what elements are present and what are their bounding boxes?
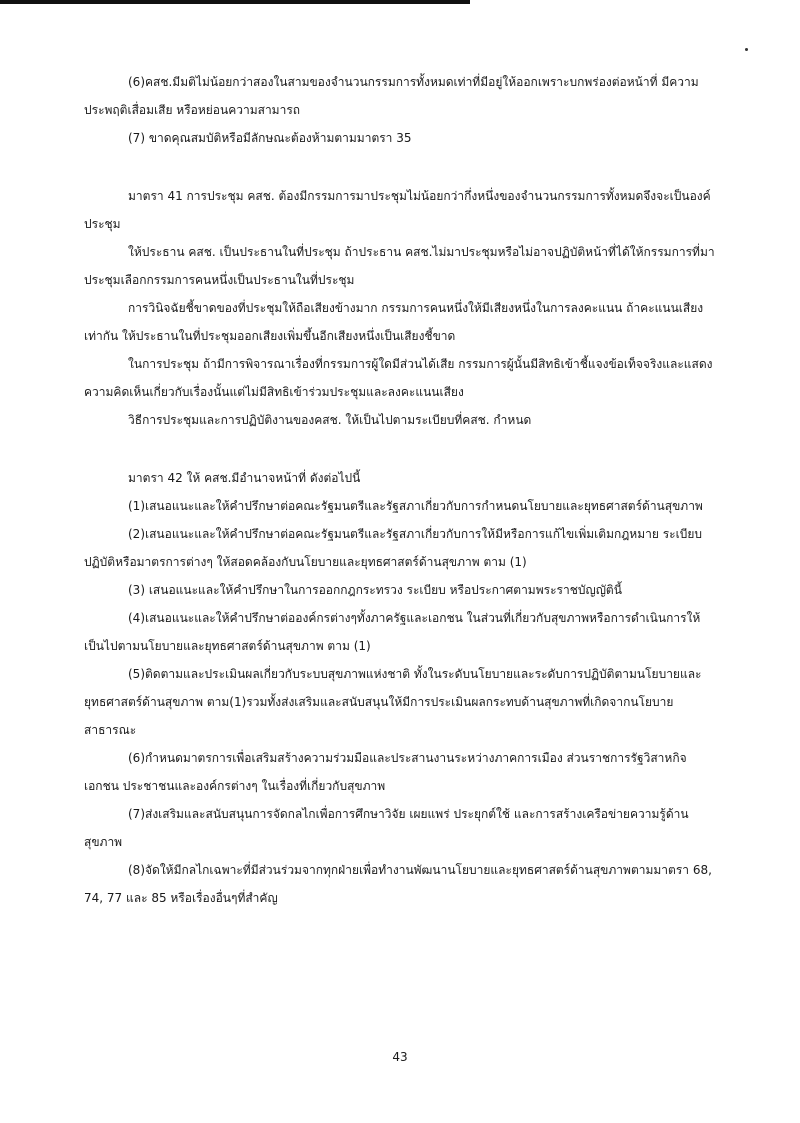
- document-body: [84, 68, 716, 912]
- scan-speck: [745, 48, 748, 51]
- clause-40-7: (7) ขาดคุณสมบัติหรือมีลักษณะต้องห้ามตามมาตรา 35: [128, 131, 412, 145]
- section-42-item-2: (2)เสนอแนะและให้คำปรึกษาต่อคณะรัฐมนตรีและรัฐสภาเกี่ยวกับการให้มีหรือการแก้ไขเพิ่มเติมกฎหมาย ระเบียบปฏิบัติหรือมาตรการต่างๆ ให้สอดคล้องกับนโยบายและยุทธศาสตร์ด้านสุขภาพ ตาม (1): [84, 527, 702, 569]
- section-42-item-4: (4)เสนอแนะและให้คำปรึกษาต่อองค์กรต่างๆทั้งภาครัฐและเอกชน ในส่วนที่เกี่ยวกับสุขภาพหรือการดำเนินการให้เป็นไปตามนโยบายและยุทธศาสตร์ด้านสุขภาพ ตาม (1): [84, 611, 701, 653]
- section-42-item-6: (6)กำหนดมาตรการเพื่อเสริมสร้างความร่วมมือและประสานงานระหว่างภาคการเมือง ส่วนราชการรัฐวิสาหกิจ เอกชน ประชาชนและองค์กรต่างๆ ในเรื่องที่เกี่ยวกับสุขภาพ: [84, 751, 687, 793]
- section-42-item-1: (1)เสนอแนะและให้คำปรึกษาต่อคณะรัฐมนตรีและรัฐสภาเกี่ยวกับการกำหนดนโยบายและยุทธศาสตร์ด้านสุขภาพ: [128, 499, 703, 513]
- top-scan-rule: [0, 0, 470, 4]
- section-42-item-7: (7)ส่งเสริมและสนับสนุนการจัดกลไกเพื่อการศึกษาวิจัย เผยแพร่ ประยุกต์ใช้ และการสร้างเครือข่ายความรู้ด้านสุขภาพ: [84, 807, 689, 849]
- section-41-heading: มาตรา 41 การประชุม คสช. ต้องมีกรรมการมาประชุมไม่น้อยกว่ากึ่งหนึ่งของจำนวนกรรมการทั้งหมดจึงจะเป็นองค์ประชุม: [84, 189, 711, 231]
- section-42-heading: มาตรา 42 ให้ คสช.มีอำนาจหน้าที่ ดังต่อไปนี้: [128, 471, 361, 485]
- section-41-para-4: ในการประชุม ถ้ามีการพิจารณาเรื่องที่กรรมการผู้ใดมีส่วนได้เสีย กรรมการผู้นั้นมีสิทธิเข้าชี้แจงข้อเท็จจริงและแสดงความคิดเห็นเกี่ยวกับเรื่องนั้นแต่ไม่มีสิทธิเข้าร่วมประชุมและลงคะแนนเสียง: [84, 357, 713, 399]
- section-42-item-5: (5)ติดตามและประเมินผลเกี่ยวกับระบบสุขภาพแห่งชาติ ทั้งในระดับนโยบายและระดับการปฏิบัติตามนโยบายและยุทธศาสตร์ด้านสุขภาพ ตาม(1)รวมทั้งส่งเสริมและสนับสนุนให้มีการประเมินผลกระทบด้านสุขภาพที่เกิดจากนโยบายสาธารณะ: [84, 667, 702, 737]
- page-number: 43: [392, 1050, 408, 1064]
- section-41-para-3: การวินิจฉัยชี้ขาดของที่ประชุมให้ถือเสียงข้างมาก กรรมการคนหนึ่งให้มีเสียงหนึ่งในการลงคะแนน ถ้าคะแนนเสียงเท่ากัน ให้ประธานในที่ประชุมออกเสียงเพิ่มขึ้นอีกเสียงหนึ่งเป็นเสียงชี้ขาด: [84, 301, 704, 343]
- section-41-para-5: วิธีการประชุมและการปฏิบัติงานของคสช. ให้เป็นไปตามระเบียบที่คสช. กำหนด: [128, 413, 532, 427]
- section-42-item-3: (3) เสนอแนะและให้คำปรึกษาในการออกกฎกระทรวง ระเบียบ หรือประกาศตามพระราชบัญญัตินี้: [128, 583, 622, 597]
- section-42-item-8: (8)จัดให้มีกลไกเฉพาะที่มีส่วนร่วมจากทุกฝ่ายเพื่อทำงานพัฒนานโยบายและยุทธศาสตร์ด้านสุขภาพตามมาตรา 68, 74, 77 และ 85 หรือเรื่องอื่นๆที่สำคัญ: [84, 863, 712, 905]
- section-41-para-2: ให้ประธาน คสช. เป็นประธานในที่ประชุม ถ้าประธาน คสช.ไม่มาประชุมหรือไม่อาจปฏิบัติหน้าที่ได้ให้กรรมการที่มาประชุมเลือกกรรมการคนหนึ่งเป็นประธานในที่ประชุม: [84, 245, 715, 287]
- clause-40-6: (6)คสช.มีมติไม่น้อยกว่าสองในสามของจำนวนกรรมการทั้งหมดเท่าที่มีอยู่ให้ออกเพราะบกพร่องต่อหน้าที่ มีความประพฤติเสื่อมเสีย หรือหย่อนความสามารถ: [84, 75, 699, 117]
